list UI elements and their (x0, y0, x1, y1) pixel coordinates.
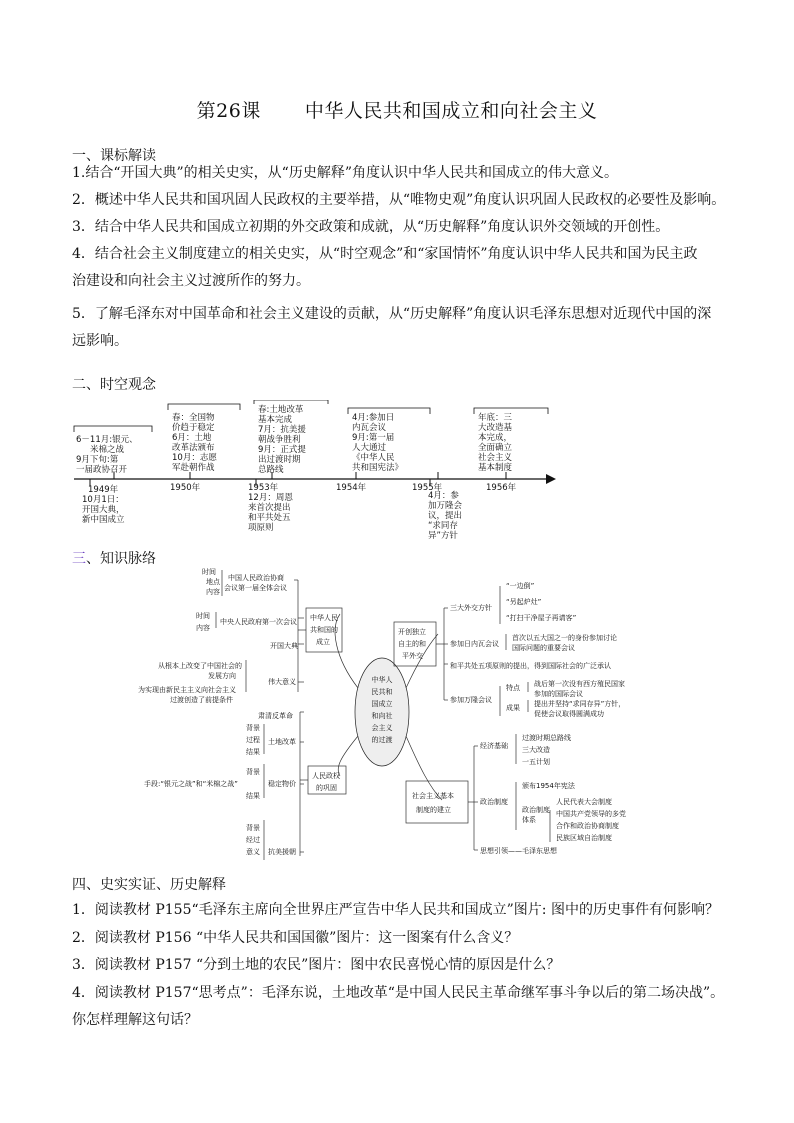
svg-text:制度的建立: 制度的建立 (416, 806, 451, 814)
svg-text:国成立: 国成立 (371, 700, 393, 708)
question-2: 2．阅读教材 P156 “中华人民共和国国徽”图片：这一图案有什么含义？ (72, 929, 519, 946)
timeline-diagram (60, 400, 580, 540)
standard-5a: 5．了解毛泽东对中国革命和社会主义建设的贡献，从“历史解释”角度认识毛泽东思想对近现代中国的深 (72, 306, 712, 322)
svg-text:稳定物价: 稳定物价 (268, 780, 296, 788)
svg-text:基本制度: 基本制度 (478, 463, 513, 473)
svg-text:人民代表大会制度: 人民代表大会制度 (556, 798, 612, 806)
svg-text:内容: 内容 (196, 624, 210, 632)
svg-text:本完成，: 本完成， (478, 433, 513, 443)
year-label: 1949年 (88, 485, 119, 495)
svg-text:背景: 背景 (246, 824, 260, 832)
standard-5b: 远影响。 (72, 333, 128, 349)
svg-text:战后第一次没有西方殖民国家: 战后第一次没有西方殖民国家 (534, 680, 625, 688)
section-heading-1: 一、课标解读 (72, 148, 156, 164)
svg-text:中华人民: 中华人民 (310, 614, 338, 622)
svg-text:年底：三: 年底：三 (478, 413, 513, 423)
svg-text:国际问题的重要会议: 国际问题的重要会议 (512, 644, 575, 652)
section-3-title: 、知识脉络 (86, 551, 156, 567)
svg-text:内瓦会议: 内瓦会议 (352, 423, 387, 433)
svg-text:经济基础: 经济基础 (480, 742, 508, 750)
svg-text:自主的和: 自主的和 (398, 640, 426, 648)
question-1: 1．阅读教材 P155“毛泽东主席向全世界庄严宣告中华人民共和国成立”图片: 图中的历史事件有何影响？ (72, 902, 719, 918)
section-heading-3 (72, 548, 156, 568)
svg-text:人大通过: 人大通过 (352, 443, 387, 453)
svg-text:的巩固: 的巩固 (316, 784, 337, 792)
svg-text:会主义: 会主义 (371, 724, 393, 732)
standards-list (72, 160, 728, 355)
svg-text:结果: 结果 (246, 792, 260, 800)
svg-text:春:土地改革: 春:土地改革 (258, 405, 304, 415)
svg-text:颁布1954年宪法: 颁布1954年宪法 (522, 782, 575, 790)
svg-text:加万隆会: 加万隆会 (428, 501, 463, 511)
svg-text:10月1日：: 10月1日： (82, 495, 124, 505)
svg-text:“打扫干净屋子再请客”: “打扫干净屋子再请客” (506, 614, 577, 622)
title-main: 中华人民共和国成立和向社会主义 (304, 100, 598, 122)
year-label: 1953年 (248, 483, 279, 493)
knowledge-mindmap (130, 568, 670, 860)
svg-text:参加的国际会议: 参加的国际会议 (534, 690, 583, 698)
svg-text:政治制度: 政治制度 (522, 806, 550, 814)
svg-text:新中国成立: 新中国成立 (82, 515, 125, 525)
year-label: 1950年 (170, 483, 201, 493)
svg-text:军赴朝作战: 军赴朝作战 (172, 463, 215, 473)
title-number: 26 (216, 100, 242, 122)
svg-text:中央人民政府第一次会议: 中央人民政府第一次会议 (220, 618, 297, 626)
svg-text:地点: 地点 (206, 578, 220, 586)
svg-text:米棉之战: 米棉之战 (90, 445, 125, 455)
svg-text:民族区域自治制度: 民族区域自治制度 (556, 834, 612, 842)
svg-text:和向社: 和向社 (371, 712, 393, 720)
svg-text:春：全国物: 春：全国物 (172, 413, 215, 423)
svg-text:共和国宪法》: 共和国宪法》 (352, 463, 404, 473)
svg-text:基本完成: 基本完成 (258, 415, 293, 425)
timeline-events-above (76, 404, 513, 475)
timeline-arrow-icon (546, 474, 556, 484)
svg-text:10月：志愿: 10月：志愿 (172, 453, 217, 463)
svg-text:开国大典，: 开国大典， (82, 505, 125, 515)
standard-4b: 治建设和向社会主义过渡所作的努力。 (72, 273, 310, 289)
mindmap-branch-socialism (412, 733, 626, 855)
svg-text:政治制度: 政治制度 (480, 798, 508, 806)
mindmap-branch-consolidation (144, 711, 340, 856)
svg-text:民共和: 民共和 (371, 688, 393, 696)
question-3: 3．阅读教材 P157 “分到土地的农民”图片：图中农民喜悦心情的原因是什么？ (72, 957, 561, 973)
svg-text:6月：土地: 6月：土地 (172, 433, 212, 443)
svg-text:开国大典: 开国大典 (270, 642, 298, 650)
svg-text:中华人: 中华人 (371, 676, 393, 684)
svg-text:伟大意义: 伟大意义 (268, 678, 296, 686)
svg-text:开创独立: 开创独立 (398, 628, 426, 636)
standard-3: 3．结合中华人民共和国成立初期的外交政策和成就，从“历史解释”角度认识外交领域的开创性。 (72, 219, 670, 235)
svg-text:从根本上改变了中国社会的: 从根本上改变了中国社会的 (158, 662, 242, 670)
svg-text:“求同存: “求同存 (428, 521, 458, 531)
svg-text:时间: 时间 (196, 612, 210, 620)
svg-text:中国共产党领导的多党: 中国共产党领导的多党 (556, 810, 626, 818)
svg-text:7月：抗美援: 7月：抗美援 (258, 425, 306, 435)
svg-text:经过: 经过 (246, 836, 260, 844)
svg-text:手段:“银元之战”和“米棉之战”: 手段:“银元之战”和“米棉之战” (144, 780, 238, 788)
svg-text:改革法颁布: 改革法颁布 (172, 443, 215, 453)
svg-text:提出并坚持“求同存异”方针，: 提出并坚持“求同存异”方针， (534, 700, 626, 708)
question-4a: 4．阅读教材 P157“思考点”：毛泽东说，土地改革“是中国人民民主革命继军事斗争以后的第二场决战”。 (72, 984, 725, 1001)
svg-text:过渡创造了前提条件: 过渡创造了前提条件 (170, 696, 233, 704)
svg-text:三大改造: 三大改造 (522, 746, 550, 754)
mindmap-branch-founding (138, 568, 338, 704)
year-label: 1954年 (336, 483, 367, 493)
section-3-number: 三 (72, 551, 86, 567)
svg-text:来首次提出: 来首次提出 (248, 503, 291, 513)
svg-text:背景: 背景 (246, 768, 260, 776)
svg-text:过渡时期总路线: 过渡时期总路线 (522, 734, 571, 742)
svg-text:思想引领——毛泽东思想: 思想引领——毛泽东思想 (480, 847, 557, 855)
svg-text:抗美援朝: 抗美援朝 (268, 848, 296, 856)
svg-text:参加万隆会议: 参加万隆会议 (450, 696, 492, 704)
svg-text:平外交: 平外交 (402, 652, 423, 660)
svg-text:4月：参: 4月：参 (428, 491, 459, 501)
svg-text:成立: 成立 (316, 638, 330, 646)
svg-text:共和国的: 共和国的 (310, 626, 338, 634)
page-title (0, 96, 794, 123)
svg-text:背景: 背景 (246, 724, 260, 732)
svg-text:异”方针: 异”方针 (428, 531, 458, 540)
svg-text:总路线: 总路线 (258, 465, 284, 475)
svg-text:会议第一届全体会议: 会议第一届全体会议 (224, 584, 287, 592)
svg-text:成果: 成果 (506, 704, 520, 712)
section-heading-4: 四、史实实证、历史解释 (72, 877, 226, 893)
svg-text:合作和政治协商制度: 合作和政治协商制度 (556, 822, 619, 830)
svg-text:发展方向: 发展方向 (208, 672, 236, 680)
svg-text:一五计划: 一五计划 (522, 758, 550, 766)
svg-text:大改造基: 大改造基 (478, 423, 513, 433)
svg-text:“一边倒”: “一边倒” (506, 582, 535, 590)
svg-text:意义: 意义 (246, 848, 260, 856)
mindmap-branch-diplomacy (398, 581, 625, 718)
svg-text:时间: 时间 (202, 568, 216, 576)
svg-text:首次以五大国之一的身份参加讨论: 首次以五大国之一的身份参加讨论 (512, 634, 617, 642)
svg-text:促使会议取得圆满成功: 促使会议取得圆满成功 (534, 710, 604, 718)
svg-text:特点: 特点 (506, 684, 520, 692)
svg-text:一届政协召开: 一届政协召开 (76, 465, 128, 475)
svg-text:参加日内瓦会议: 参加日内瓦会议 (450, 640, 499, 648)
svg-text:9月下旬:第: 9月下旬:第 (76, 455, 119, 465)
questions-list (72, 897, 728, 1035)
svg-text:“另起炉灶”: “另起炉灶” (506, 598, 542, 606)
svg-text:12月：周恩: 12月：周恩 (248, 493, 293, 503)
svg-text:4月:参加日: 4月:参加日 (352, 413, 395, 423)
svg-text:项原则: 项原则 (248, 523, 274, 533)
svg-text:中国人民政治协商: 中国人民政治协商 (228, 574, 284, 582)
question-4b: 你怎样理解这句话？ (72, 1012, 198, 1028)
svg-text:社会主义基本: 社会主义基本 (412, 792, 454, 800)
svg-text:《中华人民: 《中华人民 (352, 453, 395, 463)
svg-text:肃清反革命: 肃清反革命 (258, 712, 293, 720)
svg-text:三大外交方针: 三大外交方针 (450, 604, 492, 612)
year-label: 1956年 (486, 483, 517, 493)
svg-text:结果: 结果 (246, 748, 260, 756)
svg-text:社会主义: 社会主义 (478, 453, 513, 463)
svg-text:的过渡: 的过渡 (371, 736, 393, 744)
svg-text:过程: 过程 (246, 736, 260, 744)
svg-text:全面确立: 全面确立 (478, 443, 513, 453)
svg-text:土地改革: 土地改革 (268, 738, 296, 746)
standard-1: 1.结合“开国大典”的相关史实，从“历史解释”角度认识中华人民共和国成立的伟大意义。 (72, 165, 618, 181)
svg-text:9月:第一届: 9月:第一届 (352, 433, 395, 443)
year-label: 1955年 (412, 483, 443, 493)
section-heading-2: 二、时空观念 (72, 377, 156, 393)
title-prefix: 第 (196, 100, 217, 122)
svg-text:体系: 体系 (522, 816, 536, 824)
timeline-events-below (82, 490, 463, 540)
svg-text:和平共处五: 和平共处五 (248, 513, 291, 523)
svg-text:和平共处五项原则的提出，得到国际社会的广泛承认: 和平共处五项原则的提出，得到国际社会的广泛承认 (450, 662, 611, 670)
title-suffix: 课 (241, 100, 261, 122)
svg-text:出过渡时期: 出过渡时期 (258, 455, 301, 465)
svg-text:6－11月:银元、: 6－11月:银元、 (76, 435, 138, 445)
svg-text:内容: 内容 (206, 588, 220, 596)
svg-text:人民政权: 人民政权 (312, 772, 340, 780)
svg-text:议，提出: 议，提出 (428, 511, 463, 521)
svg-text:价趋于稳定: 价趋于稳定 (172, 423, 215, 433)
svg-text:9月：正式提: 9月：正式提 (258, 445, 306, 455)
svg-text:为实现由新民主主义向社会主义: 为实现由新民主主义向社会主义 (138, 686, 236, 694)
svg-text:朝战争胜利: 朝战争胜利 (258, 435, 301, 445)
standard-4a: 4．结合社会主义制度建立的相关史实，从“时空观念”和“家国情怀”角度认识中华人民共和国为民主政 (72, 246, 698, 262)
standard-2: 2．概述中华人民共和国巩固人民政权的主要举措，从“唯物史观”角度认识巩固人民政权的必要性及影响。 (72, 192, 726, 208)
